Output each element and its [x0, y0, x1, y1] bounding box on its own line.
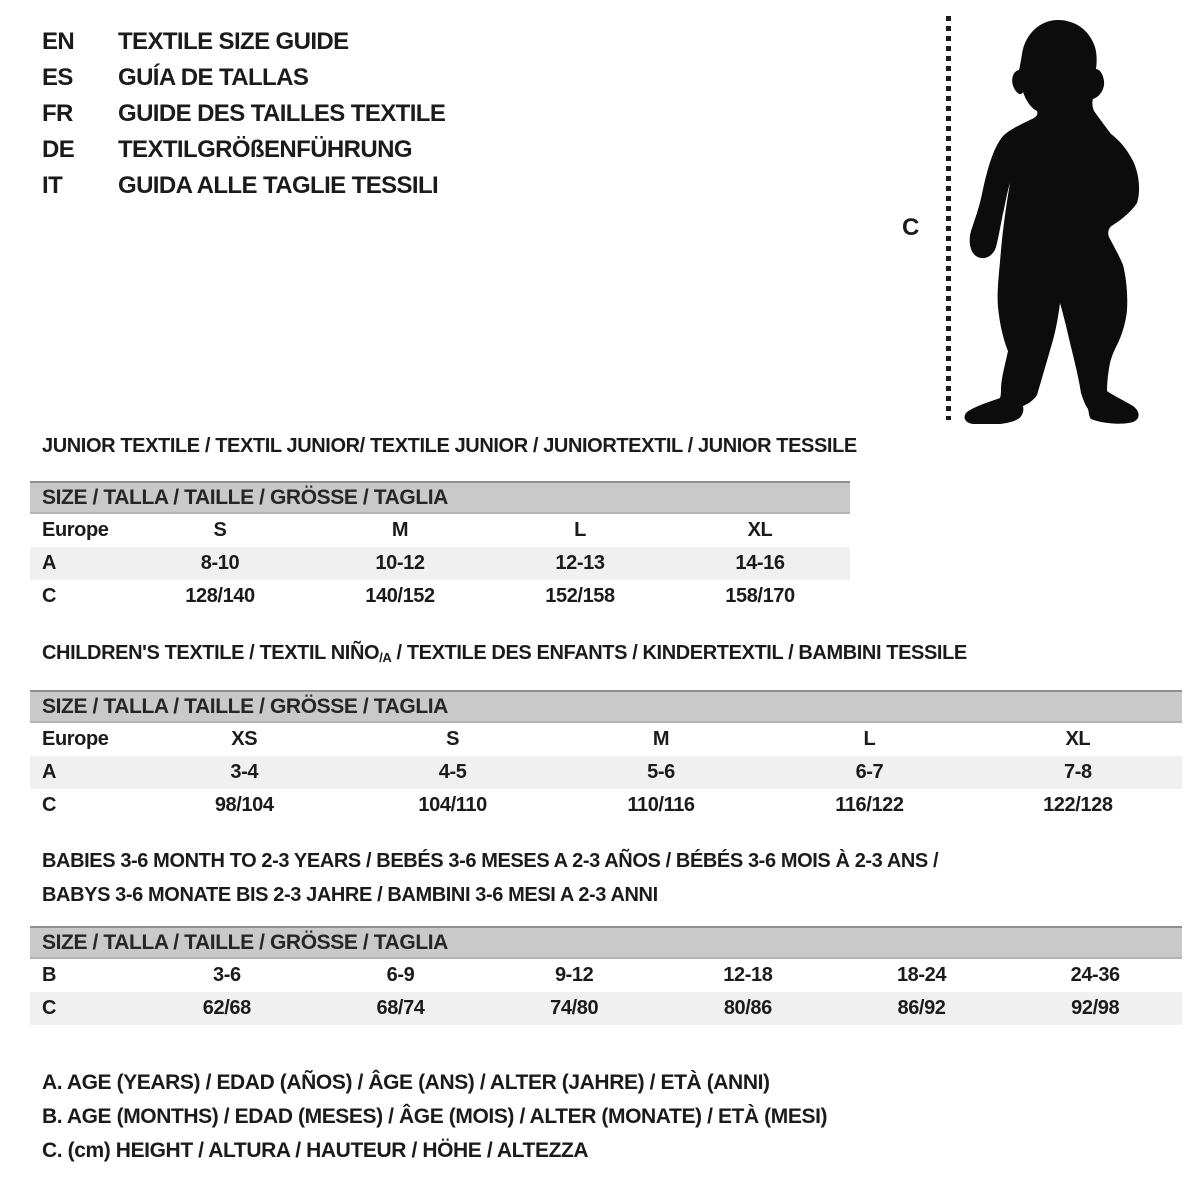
babies-title-line1: BABIES 3-6 MONTH TO 2-3 YEARS / BEBÉS 3-6 MESES A 2-3 AÑOS / BÉBÉS 3-6 MOIS À 2-3 ANS / — [42, 850, 939, 872]
language-code: IT — [42, 172, 63, 199]
table-cell: 110/116 — [627, 794, 695, 816]
table-row — [30, 723, 1182, 756]
language-row — [42, 168, 445, 204]
language-title: GUIDA ALLE TAGLIE TESSILI — [118, 172, 439, 199]
language-row — [42, 132, 445, 168]
babies-size-table — [30, 926, 1182, 1025]
junior-section-title: JUNIOR TEXTILE / TEXTIL JUNIOR/ TEXTILE JUNIOR / JUNIORTEXTIL / JUNIOR TESSILE — [42, 435, 857, 457]
table-cell: S — [446, 728, 460, 750]
table-cell: XS — [231, 728, 258, 750]
table-cell: 62/68 — [202, 997, 251, 1019]
row-label: C — [42, 997, 57, 1019]
language-row — [42, 60, 445, 96]
measure-label-c: C — [902, 214, 920, 241]
row-label: Europe — [42, 728, 109, 750]
table-cell: 122/128 — [1043, 794, 1113, 816]
children-title-subscript: /A — [379, 650, 392, 665]
table-row — [30, 547, 850, 580]
language-row — [42, 24, 445, 60]
children-section-title — [42, 641, 967, 670]
legend-line-a: A. AGE (YEARS) / EDAD (AÑOS) / ÂGE (ANS) / ALTER (JAHRE) / ETÀ (ANNI) — [42, 1071, 770, 1094]
language-code: FR — [42, 100, 73, 127]
table-cell: 12-18 — [723, 964, 773, 986]
legend-line-c: C. (cm) HEIGHT / ALTURA / HAUTEUR / HÖHE / ALTEZZA — [42, 1139, 589, 1162]
babies-section-title — [42, 844, 938, 912]
language-title-list — [42, 24, 445, 204]
table-cell: 7-8 — [1063, 761, 1092, 783]
table-cell: L — [863, 728, 876, 750]
table-cell: 3-4 — [230, 761, 259, 783]
table-row — [30, 992, 1182, 1025]
table-cell: 116/122 — [835, 794, 904, 816]
table-cell: 6-7 — [855, 761, 884, 783]
size-header-bar: SIZE / TALLA / TAILLE / GRÖSSE / TAGLIA — [30, 690, 1182, 723]
table-cell: 98/104 — [214, 794, 274, 816]
table-cell: 74/80 — [550, 997, 599, 1019]
table-cell: 128/140 — [185, 585, 255, 607]
table-cell: 9-12 — [554, 964, 594, 986]
table-cell: 6-9 — [386, 964, 415, 986]
table-row — [30, 514, 850, 547]
language-code: DE — [42, 136, 75, 163]
children-title-text: CHILDREN'S TEXTILE / TEXTIL NIÑO — [42, 642, 380, 664]
table-cell: 152/158 — [545, 585, 615, 607]
row-label: C — [42, 585, 57, 607]
table-cell: 18-24 — [896, 964, 947, 986]
table-cell: 68/74 — [376, 997, 425, 1019]
row-label: A — [42, 552, 57, 574]
table-cell: 5-6 — [647, 761, 675, 783]
junior-size-table — [30, 481, 850, 613]
table-cell: XL — [747, 519, 773, 541]
table-cell: 24-36 — [1070, 964, 1120, 986]
table-cell: 3-6 — [212, 964, 241, 986]
language-title: GUIDE DES TAILLES TEXTILE — [118, 100, 446, 127]
language-row — [42, 96, 445, 132]
legend-line-b: B. AGE (MONTHS) / EDAD (MESES) / ÂGE (MOIS) / ALTER (MONATE) / ETÀ (MESI) — [42, 1105, 828, 1128]
table-cell: 10-12 — [375, 552, 425, 574]
language-code: ES — [42, 64, 73, 91]
height-measure-dotted-line — [946, 16, 951, 420]
language-title: TEXTILE SIZE GUIDE — [118, 28, 349, 55]
table-row — [30, 756, 1182, 789]
table-cell: 140/152 — [365, 585, 435, 607]
table-cell: 104/110 — [418, 794, 487, 816]
table-cell: M — [391, 519, 409, 541]
table-cell: 4-5 — [438, 761, 467, 783]
babies-title-line2: BABYS 3-6 MONATE BIS 2-3 JAHRE / BAMBINI 3-6 MESI A 2-3 ANNI — [42, 884, 658, 906]
table-row — [30, 789, 1182, 822]
size-header-bar: SIZE / TALLA / TAILLE / GRÖSSE / TAGLIA — [30, 926, 1182, 959]
language-code: EN — [42, 28, 75, 55]
table-cell: 158/170 — [725, 585, 795, 607]
children-size-table — [30, 690, 1182, 822]
row-label: Europe — [42, 519, 109, 541]
table-cell: 80/86 — [723, 997, 772, 1019]
size-header-bar: SIZE / TALLA / TAILLE / GRÖSSE / TAGLIA — [30, 481, 850, 514]
children-title-text: / TEXTILE DES ENFANTS / KINDERTEXTIL / BAMBINI TESSILE — [391, 642, 967, 664]
language-title: TEXTILGRÖßENFÜHRUNG — [118, 136, 412, 163]
table-cell: 8-10 — [200, 552, 240, 574]
measure-legend — [42, 1066, 827, 1168]
table-row — [30, 580, 850, 613]
table-cell: 92/98 — [1071, 997, 1120, 1019]
table-cell: 12-13 — [555, 552, 605, 574]
table-row — [30, 959, 1182, 992]
language-title: GUÍA DE TALLAS — [118, 64, 309, 91]
table-cell: L — [574, 519, 586, 541]
table-cell: M — [652, 728, 670, 750]
row-label: A — [42, 761, 57, 783]
row-label: C — [42, 794, 57, 816]
toddler-silhouette-image — [960, 14, 1148, 424]
table-cell: S — [213, 519, 227, 541]
row-label: B — [42, 964, 57, 986]
table-cell: XL — [1065, 728, 1091, 750]
table-cell: 14-16 — [735, 552, 785, 574]
table-cell: 86/92 — [897, 997, 946, 1019]
